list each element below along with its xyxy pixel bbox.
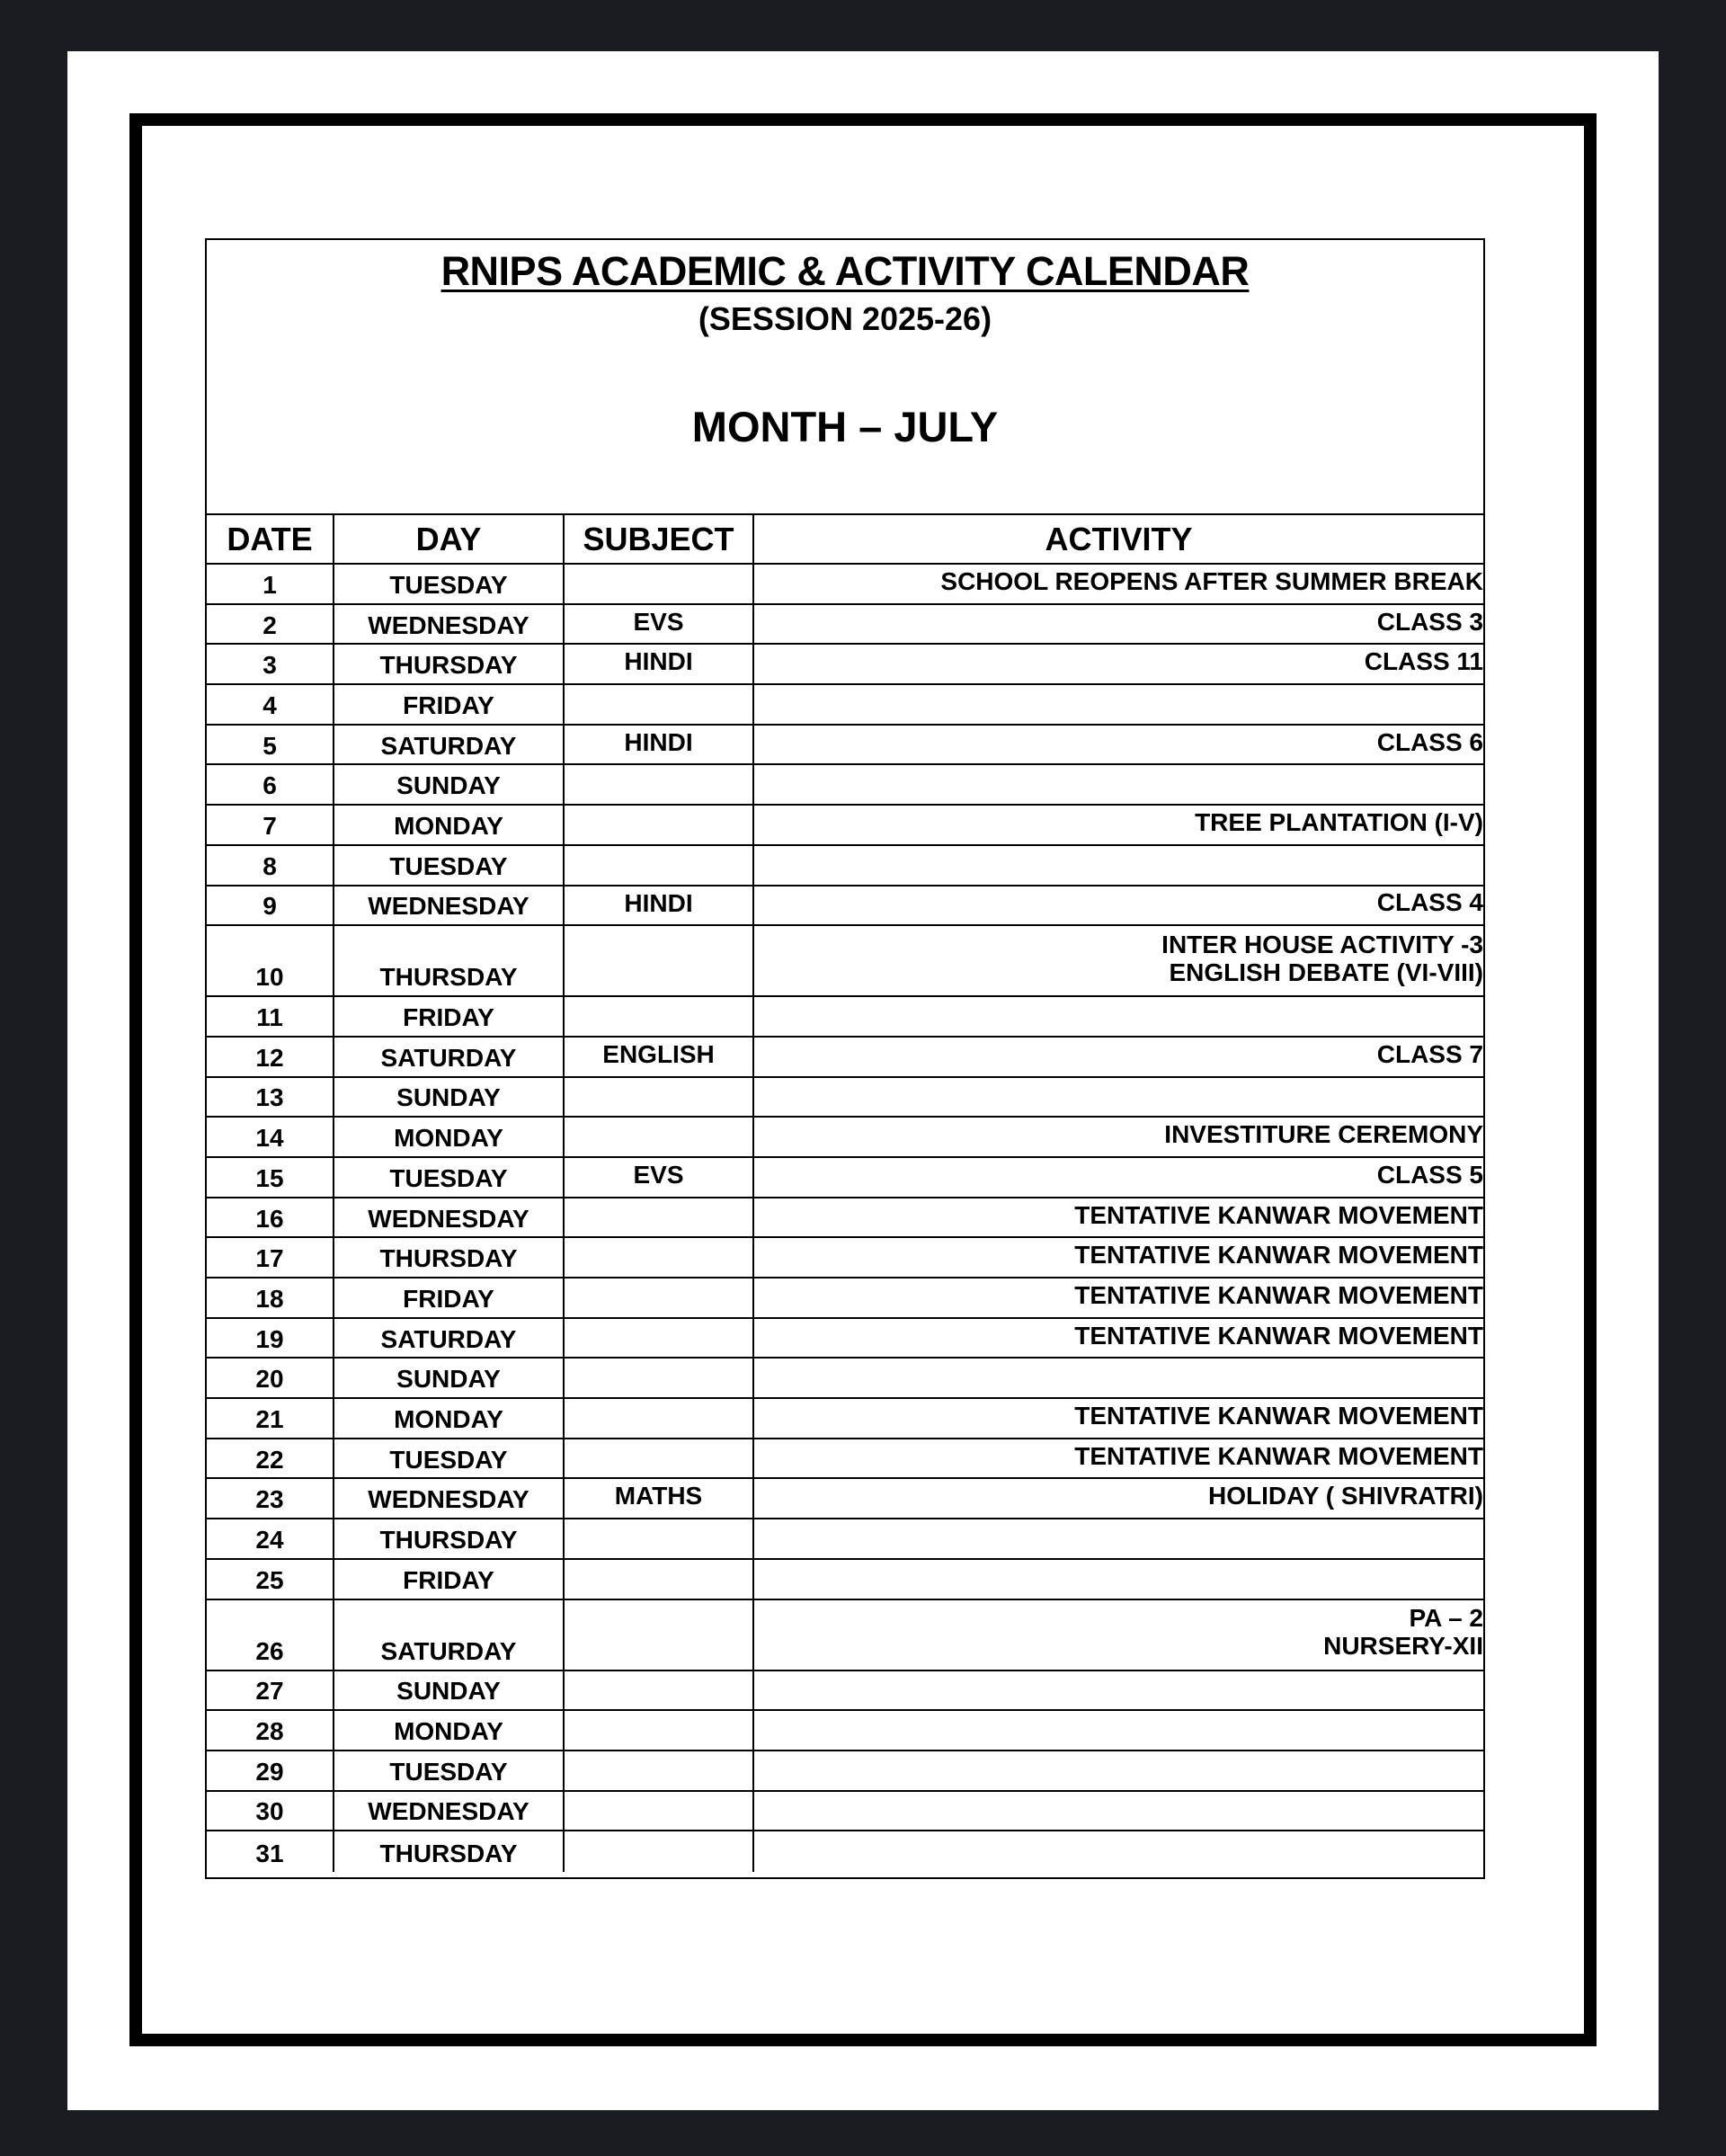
day-cell: SATURDAY: [334, 726, 565, 764]
subject-cell: [565, 1831, 754, 1872]
activity-cell: [754, 1831, 1483, 1872]
day-cell: TUESDAY: [334, 846, 565, 885]
table-row: [207, 997, 1483, 1038]
date-cell: 24: [207, 1519, 334, 1558]
subject-cell: [565, 1078, 754, 1117]
subject-cell: EVS: [565, 1158, 754, 1197]
activity-cell: [754, 645, 1483, 683]
date-cell: 21: [207, 1399, 334, 1438]
activity-text: CLASS 6: [1376, 727, 1483, 756]
date-cell: 14: [207, 1118, 334, 1156]
subject-cell: ENGLISH: [565, 1038, 754, 1076]
table-row: [207, 1359, 1483, 1399]
activity-cell: [754, 806, 1483, 844]
subject-cell: HINDI: [565, 726, 754, 764]
activity-cell: [754, 1319, 1483, 1358]
activity-text: SCHOOL REOPENS AFTER SUMMER BREAK: [940, 566, 1483, 595]
date-cell: 9: [207, 886, 334, 925]
day-cell: SUNDAY: [334, 765, 565, 804]
activity-cell: [754, 1399, 1483, 1438]
subject-cell: [565, 1198, 754, 1237]
activity-cell: [754, 1479, 1483, 1518]
date-cell: 19: [207, 1319, 334, 1358]
table-row: [207, 765, 1483, 806]
activity-text: INVESTITURE CEREMONY: [1164, 1120, 1483, 1149]
subject-cell: [565, 1560, 754, 1599]
date-cell: 5: [207, 726, 334, 764]
activity-cell: [754, 685, 1483, 724]
date-cell: 23: [207, 1479, 334, 1518]
column-header-day: DAY: [334, 515, 565, 563]
subject-cell: [565, 1118, 754, 1156]
subject-cell: [565, 1751, 754, 1790]
day-cell: MONDAY: [334, 806, 565, 844]
activity-cell: [754, 1751, 1483, 1790]
date-cell: 7: [207, 806, 334, 844]
day-cell: MONDAY: [334, 1399, 565, 1438]
activity-cell: [754, 1198, 1483, 1237]
day-cell: WEDNESDAY: [334, 886, 565, 925]
activity-cell: [754, 1439, 1483, 1478]
activity-cell: [754, 1238, 1483, 1277]
activity-cell: [754, 726, 1483, 764]
day-cell: FRIDAY: [334, 997, 565, 1036]
subject-cell: [565, 1278, 754, 1317]
date-cell: 17: [207, 1238, 334, 1277]
subject-cell: [565, 1359, 754, 1397]
subject-cell: [565, 1600, 754, 1670]
date-cell: 6: [207, 765, 334, 804]
subject-cell: MATHS: [565, 1479, 754, 1518]
subject-cell: [565, 1399, 754, 1438]
activity-cell: [754, 765, 1483, 804]
subject-cell: [565, 1439, 754, 1478]
date-cell: 15: [207, 1158, 334, 1197]
table-row: [207, 1831, 1483, 1872]
activity-text: TENTATIVE KANWAR MOVEMENT: [1074, 1280, 1483, 1309]
table-row: [207, 726, 1483, 766]
activity-text: CLASS 7: [1376, 1039, 1483, 1068]
table-row: [207, 1238, 1483, 1278]
date-cell: 1: [207, 565, 334, 603]
activity-cell: [754, 926, 1483, 995]
activity-text: TENTATIVE KANWAR MOVEMENT: [1074, 1441, 1483, 1470]
activity-cell: [754, 1359, 1483, 1397]
day-cell: SUNDAY: [334, 1671, 565, 1710]
table-row: [207, 1278, 1483, 1319]
table-row: [207, 1751, 1483, 1792]
session-label: (SESSION 2025-26): [698, 300, 992, 337]
date-cell: 28: [207, 1711, 334, 1750]
day-cell: TUESDAY: [334, 1439, 565, 1478]
activity-cell: [754, 846, 1483, 885]
date-cell: 29: [207, 1751, 334, 1790]
document-title: RNIPS ACADEMIC & ACTIVITY CALENDAR: [440, 248, 1250, 294]
table-row: [207, 806, 1483, 846]
day-cell: WEDNESDAY: [334, 1792, 565, 1831]
activity-cell: [754, 1038, 1483, 1076]
subject-cell: HINDI: [565, 886, 754, 925]
subject-cell: [565, 1671, 754, 1710]
table-row: [207, 1600, 1483, 1671]
subject-cell: [565, 846, 754, 885]
date-cell: 4: [207, 685, 334, 724]
activity-text: ENGLISH DEBATE (VI-VIII): [1169, 958, 1483, 986]
activity-cell: [754, 1278, 1483, 1317]
subject-cell: [565, 1319, 754, 1358]
date-cell: 16: [207, 1198, 334, 1237]
activity-text: TENTATIVE KANWAR MOVEMENT: [1074, 1200, 1483, 1229]
table-row: [207, 1671, 1483, 1712]
activity-text: CLASS 3: [1376, 607, 1483, 636]
day-cell: SATURDAY: [334, 1319, 565, 1358]
day-cell: TUESDAY: [334, 1751, 565, 1790]
table-row: [207, 685, 1483, 726]
table-row: [207, 1479, 1483, 1519]
table-row: [207, 1399, 1483, 1439]
day-cell: SATURDAY: [334, 1038, 565, 1076]
activity-cell: [754, 886, 1483, 925]
activity-text: CLASS 11: [1364, 647, 1483, 676]
day-cell: WEDNESDAY: [334, 1479, 565, 1518]
subject-cell: EVS: [565, 605, 754, 644]
subject-cell: [565, 1238, 754, 1277]
activity-cell: [754, 1671, 1483, 1710]
table-row: [207, 1792, 1483, 1832]
activity-cell: [754, 605, 1483, 644]
day-cell: THURSDAY: [334, 1831, 565, 1872]
table-row: [207, 1038, 1483, 1078]
table-row: [207, 1118, 1483, 1158]
day-cell: THURSDAY: [334, 1519, 565, 1558]
day-cell: FRIDAY: [334, 685, 565, 724]
activity-cell: [754, 1560, 1483, 1599]
activity-cell: [754, 997, 1483, 1036]
table-row: [207, 605, 1483, 646]
subject-cell: HINDI: [565, 645, 754, 683]
date-cell: 12: [207, 1038, 334, 1076]
subject-cell: [565, 1519, 754, 1558]
date-cell: 22: [207, 1439, 334, 1478]
date-cell: 2: [207, 605, 334, 644]
activity-text: CLASS 5: [1376, 1160, 1483, 1189]
column-header-subject: SUBJECT: [565, 515, 754, 563]
day-cell: TUESDAY: [334, 1158, 565, 1197]
activity-cell: [754, 1078, 1483, 1117]
day-cell: FRIDAY: [334, 1560, 565, 1599]
subject-cell: [565, 765, 754, 804]
table-row: [207, 645, 1483, 685]
date-cell: 11: [207, 997, 334, 1036]
day-cell: FRIDAY: [334, 1278, 565, 1317]
date-cell: 13: [207, 1078, 334, 1117]
activity-text: TENTATIVE KANWAR MOVEMENT: [1074, 1402, 1483, 1430]
table-row: [207, 846, 1483, 886]
table-row: [207, 1560, 1483, 1600]
activity-text: HOLIDAY ( SHIVRATRI): [1208, 1482, 1483, 1510]
activity-text: TENTATIVE KANWAR MOVEMENT: [1074, 1321, 1483, 1350]
day-cell: TUESDAY: [334, 565, 565, 603]
column-header-date: DATE: [207, 515, 334, 563]
activity-text: PA – 2: [1409, 1604, 1483, 1633]
subject-cell: [565, 1711, 754, 1750]
day-cell: MONDAY: [334, 1711, 565, 1750]
date-cell: 3: [207, 645, 334, 683]
subject-cell: [565, 997, 754, 1036]
day-cell: MONDAY: [334, 1118, 565, 1156]
activity-text: INTER HOUSE ACTIVITY -3: [1161, 930, 1483, 958]
date-cell: 27: [207, 1671, 334, 1710]
table-row: [207, 1711, 1483, 1751]
table-row: [207, 1198, 1483, 1239]
day-cell: SUNDAY: [334, 1359, 565, 1397]
subject-cell: [565, 685, 754, 724]
date-cell: 31: [207, 1831, 334, 1872]
subject-cell: [565, 926, 754, 995]
table-row: [207, 1078, 1483, 1118]
table-row: [207, 565, 1483, 605]
column-header-activity: ACTIVITY: [1045, 520, 1193, 557]
activity-cell: [754, 1118, 1483, 1156]
activity-cell: [754, 1792, 1483, 1831]
column-header-row: [207, 515, 1483, 565]
activity-cell: [754, 565, 1483, 603]
date-cell: 25: [207, 1560, 334, 1599]
subject-cell: [565, 1792, 754, 1831]
activity-text: NURSERY-XII: [1323, 1632, 1483, 1660]
activity-text: TENTATIVE KANWAR MOVEMENT: [1074, 1241, 1483, 1270]
day-cell: WEDNESDAY: [334, 1198, 565, 1237]
day-cell: SATURDAY: [334, 1600, 565, 1670]
activity-cell: [754, 1711, 1483, 1750]
date-cell: 30: [207, 1792, 334, 1831]
table-row: [207, 1158, 1483, 1198]
calendar-header: [207, 240, 1483, 515]
activity-cell: [754, 1158, 1483, 1197]
date-cell: 10: [207, 926, 334, 995]
date-cell: 26: [207, 1600, 334, 1670]
table-row: [207, 886, 1483, 927]
day-cell: THURSDAY: [334, 926, 565, 995]
day-cell: THURSDAY: [334, 1238, 565, 1277]
day-cell: SUNDAY: [334, 1078, 565, 1117]
date-cell: 18: [207, 1278, 334, 1317]
day-cell: WEDNESDAY: [334, 605, 565, 644]
subject-cell: [565, 806, 754, 844]
date-cell: 20: [207, 1359, 334, 1397]
date-cell: 8: [207, 846, 334, 885]
table-row: [207, 1519, 1483, 1560]
table-row: [207, 1319, 1483, 1359]
activity-text: CLASS 4: [1376, 888, 1483, 917]
activity-cell: [754, 1519, 1483, 1558]
subject-cell: [565, 565, 754, 603]
calendar-table: [205, 238, 1485, 1879]
day-cell: THURSDAY: [334, 645, 565, 683]
schedule-grid: [207, 515, 1483, 1877]
table-row: [207, 926, 1483, 997]
activity-cell: [754, 1600, 1483, 1670]
table-row: [207, 1439, 1483, 1480]
month-label: MONTH – JULY: [691, 403, 999, 450]
activity-text: TREE PLANTATION (I-V): [1195, 808, 1483, 837]
